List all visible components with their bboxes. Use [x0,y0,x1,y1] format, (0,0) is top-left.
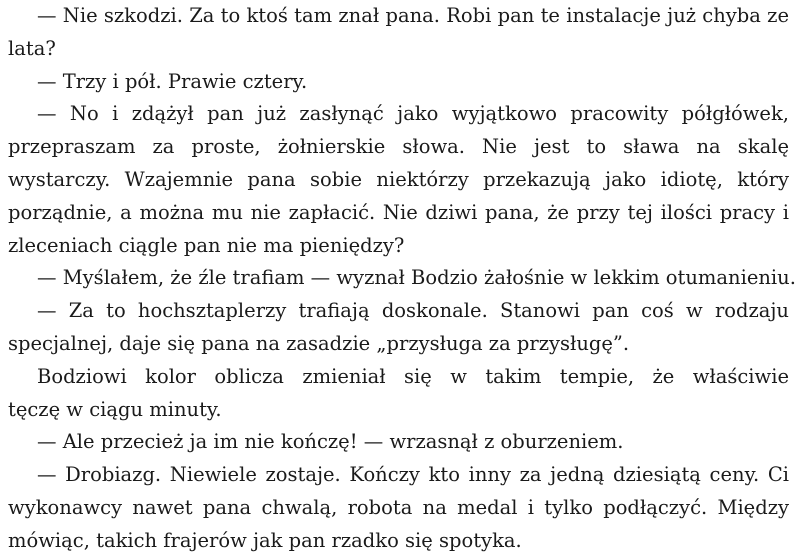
text-line: przepraszam za proste, żołnierskie słowa. Nie jest to sława na skalę [8,135,789,159]
text-line: Bodziowi kolor oblicza zmieniał się w takim tempie, że właściwie [37,364,789,388]
text-line: — Nie szkodzi. Za to ktoś tam znał pana. Robi pan te instalacje już chyba ze [37,4,789,27]
body-text [8,0,796,558]
text-line: tęczę w ciągu minuty. [8,397,222,421]
text-line: — Trzy i pół. Prawie cztery. [37,69,308,93]
text-line: lata? [8,36,56,60]
text-line: — Za to hochsztaplerzy trafiają doskonale. Stanowi pan coś w rodzaju [37,299,789,323]
text-line: — No i zdążył pan już zasłynąć jako wyjątkowo pracowity półgłówek, [37,102,789,126]
text-line: wykonawcy nawet pana chwalą, robota na medal i tylko podłączyć. Między [8,495,789,519]
text-line: — Ale przecież ja im nie kończę! — wrzasnął z oburzeniem. [37,430,624,454]
text-line: mówiąc, takich frajerów jak pan rzadko się spotyka. [8,528,522,552]
text-line: wystarczy. Wzajemnie pana sobie niektórzy przekazują jako idiotę, który [8,167,789,191]
text-line: porządnie, a można mu nie zapłacić. Nie dziwi pana, że przy tej ilości pracy i [8,200,789,224]
text-line: — Myślałem, że źle trafiam — wyznał Bodzio żałośnie w lekkim otumanieniu. [37,266,796,290]
text-line: specjalnej, daje się pana na zasadzie „przysługa za przysługę”. [8,331,630,355]
text-line: — Drobiazg. Niewiele zostaje. Kończy kto inny za jedną dziesiątą ceny. Ci [37,463,789,487]
text-line: zleceniach ciągle pan nie ma pieniędzy? [8,233,405,257]
